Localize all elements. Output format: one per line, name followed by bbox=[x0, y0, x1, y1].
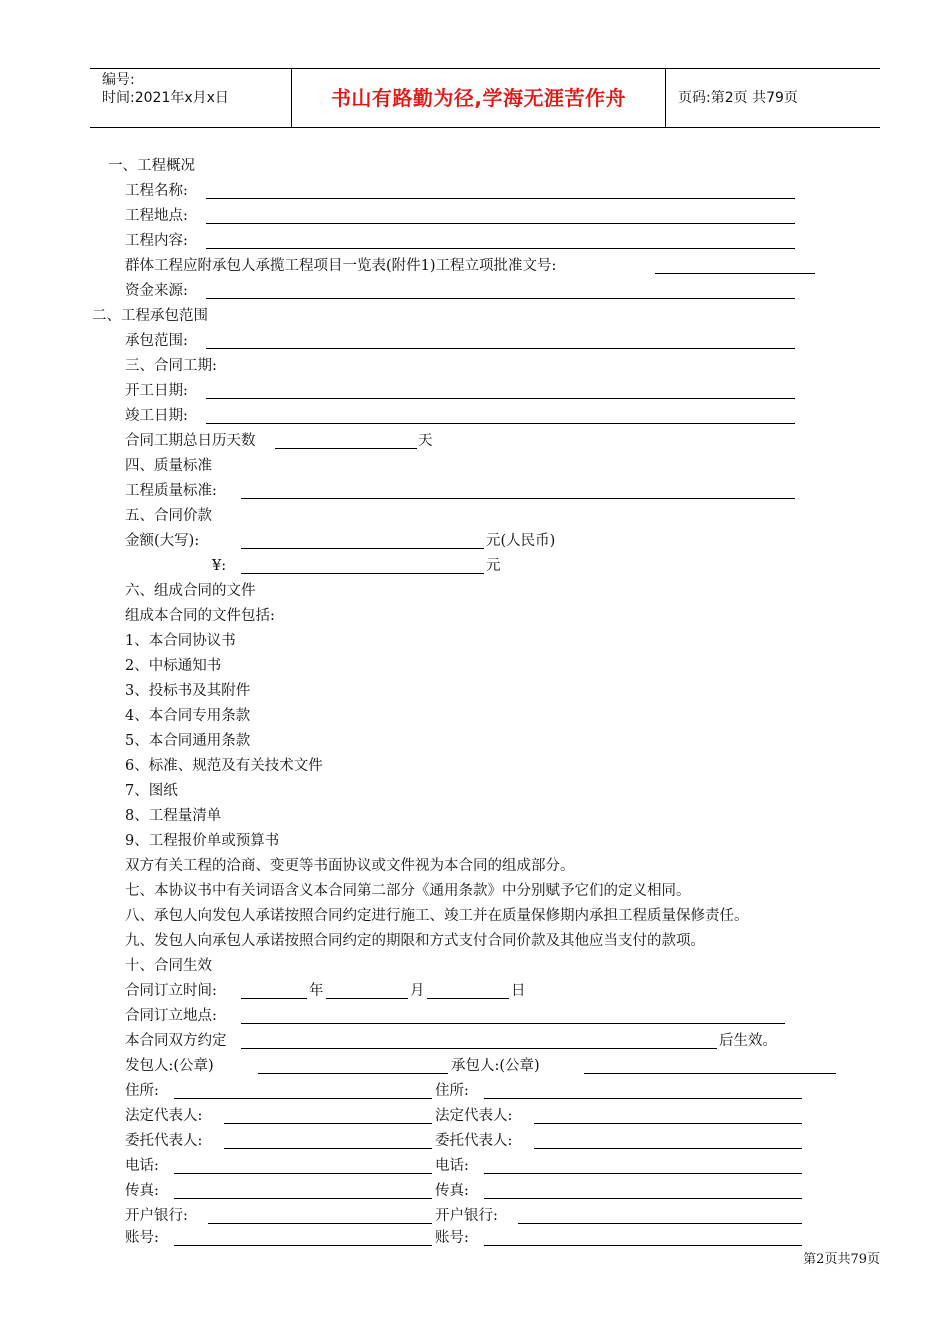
project-name-blank[interactable] bbox=[206, 198, 795, 199]
employer-phone-label: 电话: bbox=[125, 1158, 159, 1174]
quality-standard-blank[interactable] bbox=[241, 498, 795, 499]
employer-legal-rep-blank[interactable] bbox=[224, 1123, 432, 1124]
section-7: 七、本协议书中有关词语含义本合同第二部分《通用条款》中分别赋予它们的定义相同。 bbox=[125, 883, 691, 899]
header-page-number: 页码:第2页 共79页 bbox=[678, 90, 798, 106]
contractor-fax-blank[interactable] bbox=[484, 1198, 802, 1199]
amount-words-label: 金额(大写): bbox=[125, 533, 200, 549]
quality-standard-label: 工程质量标准: bbox=[125, 483, 217, 499]
total-days-label: 合同工期总日历天数 bbox=[125, 433, 256, 449]
contractor-seal-label: 承包人:(公章) bbox=[451, 1058, 540, 1074]
sign-year-unit: 年 bbox=[309, 983, 324, 999]
employer-agent-label: 委托代表人: bbox=[125, 1133, 203, 1149]
scope-label: 承包范围: bbox=[125, 333, 188, 349]
section-4-title: 四、质量标准 bbox=[125, 458, 212, 474]
document-item: 7、图纸 bbox=[125, 783, 178, 799]
contractor-account-blank[interactable] bbox=[484, 1245, 802, 1246]
employer-phone-blank[interactable] bbox=[174, 1173, 432, 1174]
start-date-label: 开工日期: bbox=[125, 383, 188, 399]
contractor-legal-rep-label: 法定代表人: bbox=[435, 1108, 513, 1124]
sign-month-blank[interactable] bbox=[326, 998, 408, 999]
contractor-account-label: 账号: bbox=[435, 1230, 469, 1246]
sign-day-blank[interactable] bbox=[427, 998, 509, 999]
amount-words-blank[interactable] bbox=[241, 548, 484, 549]
agreement-label: 本合同双方约定 bbox=[125, 1033, 227, 1049]
contractor-agent-label: 委托代表人: bbox=[435, 1133, 513, 1149]
project-site-blank[interactable] bbox=[206, 223, 795, 224]
agreement-blank[interactable] bbox=[241, 1048, 717, 1049]
employer-account-label: 账号: bbox=[125, 1230, 159, 1246]
document-item: 4、本合同专用条款 bbox=[125, 708, 251, 724]
documents-note: 双方有关工程的洽商、变更等书面协议或文件视为本合同的组成部分。 bbox=[125, 858, 575, 874]
contractor-legal-rep-blank[interactable] bbox=[534, 1123, 802, 1124]
employer-fax-label: 传真: bbox=[125, 1183, 159, 1199]
contractor-fax-label: 传真: bbox=[435, 1183, 469, 1199]
agreement-suffix: 后生效。 bbox=[719, 1033, 777, 1049]
approval-number-blank[interactable] bbox=[655, 273, 815, 274]
fund-source-blank[interactable] bbox=[206, 298, 795, 299]
section-6-title: 六、组成合同的文件 bbox=[125, 583, 256, 599]
sign-day-unit: 日 bbox=[511, 983, 526, 999]
header-time: 时间:2021年x月x日 bbox=[102, 90, 229, 106]
group-project-label: 群体工程应附承包人承揽工程项目一览表(附件1)工程立项批准文号: bbox=[125, 258, 557, 274]
project-content-blank[interactable] bbox=[206, 248, 795, 249]
document-item: 8、工程量清单 bbox=[125, 808, 222, 824]
section-8: 八、承包人向发包人承诺按照合同约定进行施工、竣工并在质量保修期内承担工程质量保修责任。 bbox=[125, 908, 749, 924]
end-date-label: 竣工日期: bbox=[125, 408, 188, 424]
employer-bank-blank[interactable] bbox=[208, 1223, 432, 1224]
section-9: 九、发包人向承包人承诺按照合同约定的期限和方式支付合同价款及其他应当支付的款项。 bbox=[125, 933, 705, 949]
employer-address-blank[interactable] bbox=[174, 1098, 432, 1099]
document-item: 3、投标书及其附件 bbox=[125, 683, 251, 699]
documents-intro: 组成本合同的文件包括: bbox=[125, 608, 275, 624]
amount-words-unit: 元(人民币) bbox=[486, 533, 556, 549]
contractor-seal-blank[interactable] bbox=[584, 1073, 836, 1074]
project-content-label: 工程内容: bbox=[125, 233, 188, 249]
sign-place-blank[interactable] bbox=[241, 1023, 785, 1024]
total-days-unit: 天 bbox=[418, 433, 433, 449]
sign-month-unit: 月 bbox=[410, 983, 425, 999]
start-date-blank[interactable] bbox=[206, 398, 795, 399]
employer-address-label: 住所: bbox=[125, 1083, 159, 1099]
document-item: 2、中标通知书 bbox=[125, 658, 222, 674]
header-number: 编号: bbox=[102, 72, 135, 88]
document-item: 9、工程报价单或预算书 bbox=[125, 833, 280, 849]
section-2-title: 二、工程承包范围 bbox=[92, 308, 208, 324]
section-5-title: 五、合同价款 bbox=[125, 508, 212, 524]
sign-place-label: 合同订立地点: bbox=[125, 1008, 217, 1024]
page-header bbox=[90, 68, 880, 128]
amount-yen-unit: 元 bbox=[486, 558, 501, 574]
scope-blank[interactable] bbox=[206, 348, 795, 349]
section-1-title: 一、工程概况 bbox=[108, 158, 195, 174]
amount-yen-label: ¥: bbox=[212, 558, 227, 574]
end-date-blank[interactable] bbox=[206, 423, 795, 424]
employer-legal-rep-label: 法定代表人: bbox=[125, 1108, 203, 1124]
section-3-title: 三、合同工期: bbox=[125, 358, 217, 374]
employer-agent-blank[interactable] bbox=[224, 1148, 432, 1149]
document-item: 5、本合同通用条款 bbox=[125, 733, 251, 749]
employer-account-blank[interactable] bbox=[174, 1245, 432, 1246]
header-left-cell bbox=[90, 69, 292, 127]
employer-fax-blank[interactable] bbox=[174, 1198, 432, 1199]
contractor-phone-label: 电话: bbox=[435, 1158, 469, 1174]
contractor-address-label: 住所: bbox=[435, 1083, 469, 1099]
contractor-agent-blank[interactable] bbox=[534, 1148, 802, 1149]
sign-time-label: 合同订立时间: bbox=[125, 983, 217, 999]
amount-yen-blank[interactable] bbox=[241, 573, 484, 574]
document-item: 6、标准、规范及有关技术文件 bbox=[125, 758, 323, 774]
employer-seal-label: 发包人:(公章) bbox=[125, 1058, 214, 1074]
section-10-title: 十、合同生效 bbox=[125, 958, 212, 974]
contractor-bank-label: 开户银行: bbox=[435, 1208, 498, 1224]
contractor-phone-blank[interactable] bbox=[484, 1173, 802, 1174]
header-motto: 书山有路勤为径,学海无涯苦作舟 bbox=[292, 69, 666, 127]
fund-source-label: 资金来源: bbox=[125, 283, 188, 299]
page-footer-number: 第2页共79页 bbox=[803, 1252, 880, 1267]
project-site-label: 工程地点: bbox=[125, 208, 188, 224]
employer-bank-label: 开户银行: bbox=[125, 1208, 188, 1224]
contractor-address-blank[interactable] bbox=[484, 1098, 802, 1099]
sign-year-blank[interactable] bbox=[241, 998, 307, 999]
project-name-label: 工程名称: bbox=[125, 183, 188, 199]
total-days-blank[interactable] bbox=[275, 448, 417, 449]
document-item: 1、本合同协议书 bbox=[125, 633, 236, 649]
employer-seal-blank[interactable] bbox=[258, 1073, 448, 1074]
contractor-bank-blank[interactable] bbox=[518, 1223, 802, 1224]
